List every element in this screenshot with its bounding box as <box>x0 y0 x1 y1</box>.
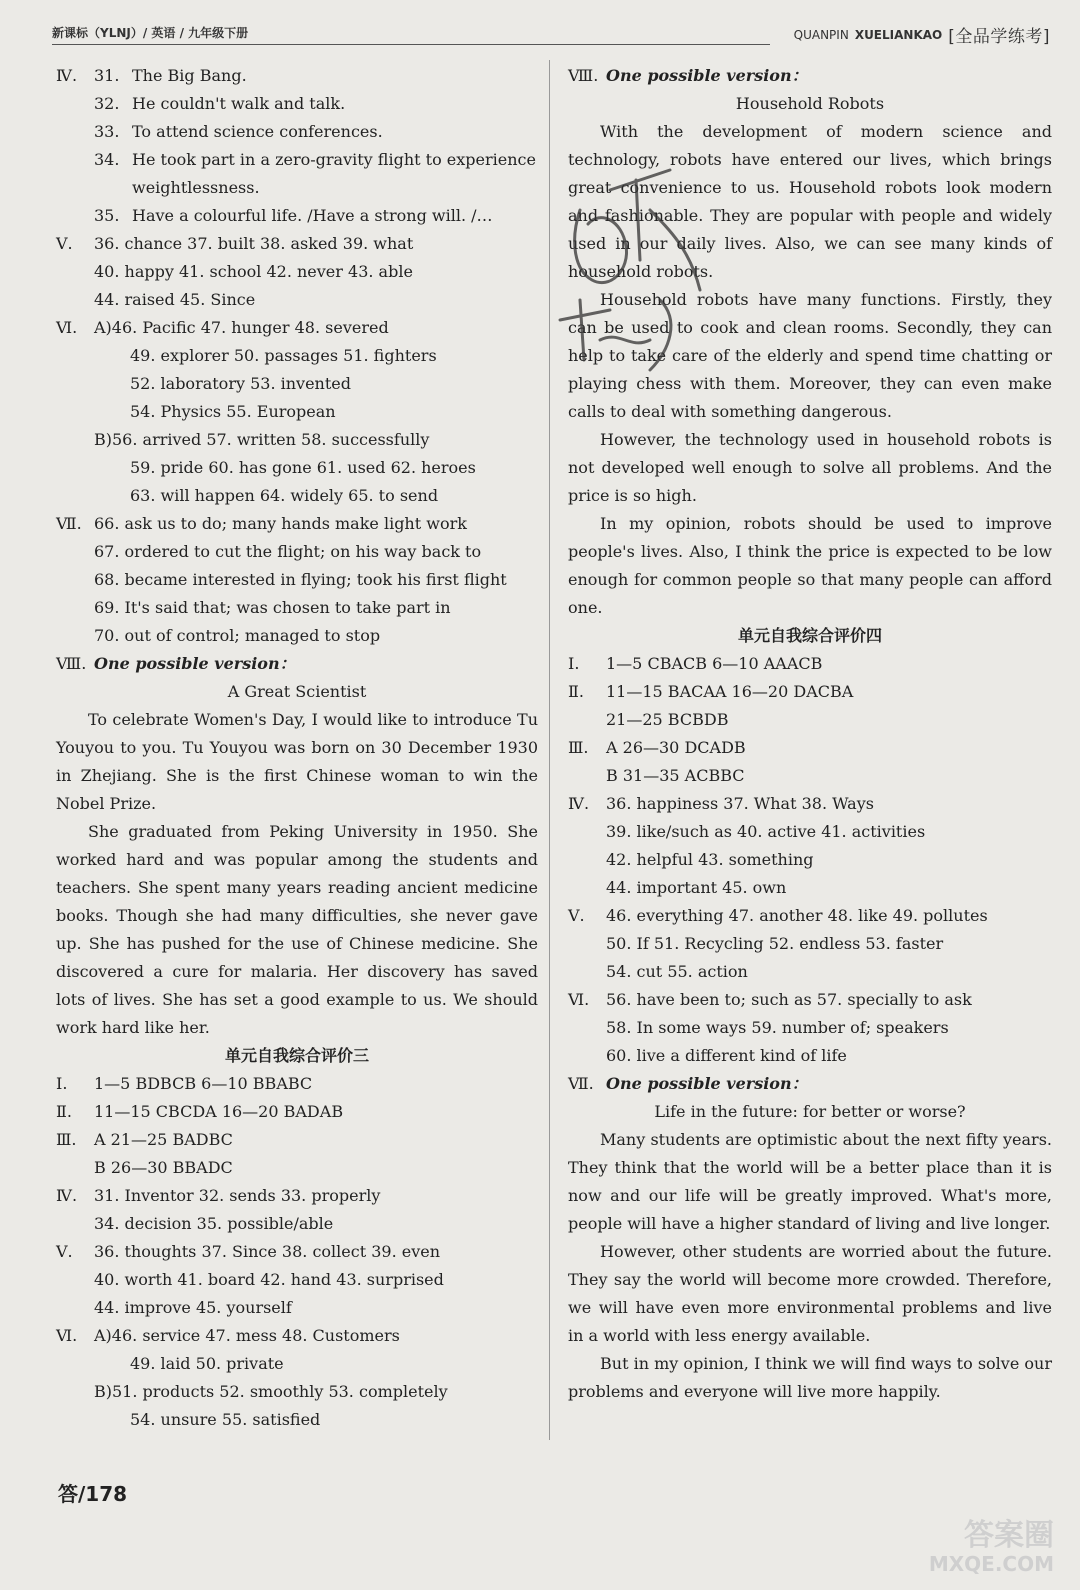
answer-line: A)46. service 47. mess 48. Customers <box>94 1326 400 1345</box>
page-number: 答/178 <box>58 1482 128 1506</box>
answer-line: 39. like/such as 40. active 41. activities <box>606 822 926 841</box>
answer-line: B)51. products 52. smoothly 53. completely <box>94 1382 448 1401</box>
section-key: Ⅴ. <box>56 234 73 253</box>
section-key: Ⅶ. <box>568 1074 594 1093</box>
answer-line: 63. will happen 64. widely 65. to send <box>130 486 439 505</box>
answer-line: 60. live a different kind of life <box>606 1046 847 1065</box>
watermark-line1: 答案圈 <box>964 1518 1054 1553</box>
unit3-title: 单元自我综合评价三 <box>224 1046 369 1065</box>
essay-paragraph: To celebrate Women's Day, I would like to introduce Tu Youyou to you. Tu Youyou was born on 30 December 1930 in Zhejiang. She is the first Chinese woman to win the Nobel Prize. <box>56 710 538 813</box>
section-key: Ⅷ. <box>56 654 87 673</box>
answer-line: weightlessness. <box>132 178 260 197</box>
answer-line: 46. everything 47. another 48. like 49. pollutes <box>606 906 988 925</box>
answer-line: 42. helpful 43. something <box>606 850 814 869</box>
version-label: One possible version： <box>606 66 808 85</box>
site-watermark <box>928 1518 1054 1578</box>
essay-paragraph: Many students are optimistic about the next fifty years. They think that the world will be a better place than it is now and our life will be greatly improved. What's more, people will have a higher standard of living and live longer. <box>568 1130 1052 1233</box>
essay-paragraph: She graduated from Peking University in 1950. She worked hard and was popular among the students and teachers. She spent many years reading ancient medicine books. Though she had many difficulties, she never gave up. She has pushed for the use of Chinese medicine. She discovered a cure for malaria. Her discovery has saved lots of lives. She has set a good example to us. We should work hard like her. <box>56 822 538 1037</box>
answer-line: 59. pride 60. has gone 61. used 62. heroes <box>130 458 476 477</box>
answer-line: 50. If 51. Recycling 52. endless 53. faster <box>606 934 944 953</box>
essay-paragraph: Household robots have many functions. Firstly, they can be used to cook and clean rooms. Secondly, they can help to take care of the elderly and spend time chatting or playing chess with them. Moreover, they can even make calls to deal with something dangerous. <box>568 290 1052 421</box>
answer-line: He took part in a zero-gravity flight to experience <box>132 150 536 169</box>
answer-line: 44. raised 45. Since <box>94 290 256 309</box>
answer-line: B 31—35 ACBBC <box>606 766 745 785</box>
answer-line: 68. became interested in flying; took his first flight <box>94 570 507 589</box>
answer-line: 31. Inventor 32. sends 33. properly <box>94 1186 381 1205</box>
answer-line: 67. ordered to cut the flight; on his way back to <box>94 542 482 561</box>
answer-line: 1—5 BDBCB 6—10 BBABC <box>94 1074 313 1093</box>
answer-line: 58. In some ways 59. number of; speakers <box>606 1018 949 1037</box>
essay-title: A Great Scientist <box>227 682 367 701</box>
header-small-2: XUELIANKAO <box>854 27 943 42</box>
answer-line: 49. explorer 50. passages 51. fighters <box>130 346 437 365</box>
answer-line: B)56. arrived 57. written 58. successfully <box>94 430 430 449</box>
essay-paragraph: In my opinion, robots should be used to improve people's lives. Also, I think the price is expected to be low enough for common people so that many people can afford one. <box>568 514 1052 617</box>
essay-paragraph: But in my opinion, I think we will find ways to solve our problems and everyone will live more happily. <box>568 1354 1052 1401</box>
answer-line: He couldn't walk and talk. <box>132 94 346 113</box>
answer-line: 34. decision 35. possible/able <box>94 1214 334 1233</box>
essay-paragraph: However, other students are worried about the future. They say the world will become more crowded. Therefore, we will have even more environmental problems and live in a world with less energy available. <box>568 1242 1052 1345</box>
section-key: Ⅷ. <box>568 66 599 85</box>
answer-line: 52. laboratory 53. invented <box>130 374 351 393</box>
answer-line: 36. thoughts 37. Since 38. collect 39. even <box>94 1242 441 1261</box>
answer-line: A 21—25 BADBC <box>94 1130 233 1149</box>
right-column: Ⅷ. One possible version： Household Robots With the development of modern science and technology, robots have entered our lives, which brings great convenience to us. Household robots look modern and fashionable. They are popular with people and widely used in our daily lives. Also, we can see many kinds of household robots. Household robots have many functions. Firstly, they can be used to cook and clean rooms. Secondly, they can help to take care of the elderly and spend time chatting or playing chess with them. Moreover, they can even make calls to deal with something dangerous. However, the technology used in household robots is not developed well enough to solve all problems. And the price is so high. In my opinion, robots should be used to improve people's lives. Also, I think the price is expected to be low enough for common people so that many people can afford one. 单元自我综合评价四 Ⅰ. 1—5 CBACB 6—10 AAACB Ⅱ. 11—15 BACAA 16—20 DACBA 21—25 BCBDB Ⅲ. A 26—30 DCADB B 31—35 ACBBC Ⅳ. 36. happiness 37. What 38. Ways 39. like/such as 40. active 41. activities 42. helpful 43. something 44. important 45. own Ⅴ. 46. everything 47. another 48. like 49. pollutes 50. If 51. Recycling 52. endless 53. faster 54. cut 55. action Ⅵ. 56. have been to; such as 57. specially to ask 58. In some ways 59. number of; speakers 60. live a different kind of life Ⅶ. One possible version： Life in the future: for better or worse? Many students are optimistic about the next fifty years. They think that the world will be a better place than it is now and our life will be greatly improved. What's more, people will have a higher standard of living and live longer. However, other students are worried about the future. They say the world will become more crowded. Therefore, we will have even more environmental problems and live in a world with less energy available. But in my opinion, I think we will find ways to solve our problems and everyone will live more happily. <box>568 62 1052 1406</box>
section-key: Ⅳ. <box>56 66 78 85</box>
header-right <box>794 22 1050 47</box>
answer-line: 11—15 CBCDA 16—20 BADAB <box>94 1102 344 1121</box>
answer-line: 44. important 45. own <box>606 878 787 897</box>
answer-line: 54. unsure 55. satisfied <box>130 1410 321 1429</box>
essay-paragraph: However, the technology used in household robots is not developed well enough to solve all problems. And the price is so high. <box>568 430 1052 505</box>
answer-line: 36. chance 37. built 38. asked 39. what <box>94 234 414 253</box>
unit4-title: 单元自我综合评价四 <box>737 626 882 645</box>
watermark-line2: MXQE.COM <box>928 1552 1054 1576</box>
header-left: 新课标（YLNJ）/ 英语 / 九年级下册 <box>52 26 249 40</box>
answer-line: 49. laid 50. private <box>130 1354 284 1373</box>
version-label: One possible version： <box>606 1074 808 1093</box>
answer-line: 54. Physics 55. European <box>130 402 336 421</box>
answer-line: B 26—30 BBADC <box>94 1158 233 1177</box>
answer-line: 40. worth 41. board 42. hand 43. surprised <box>94 1270 444 1289</box>
answer-line: A)46. Pacific 47. hunger 48. severed <box>94 318 389 337</box>
header-small-1: QUANPIN <box>793 27 849 42</box>
answer-line: 36. happiness 37. What 38. Ways <box>606 794 874 813</box>
answer-line: 54. cut 55. action <box>606 962 748 981</box>
header-rule <box>52 44 770 45</box>
left-column: Ⅳ. 31. The Big Bang. 32. He couldn't walk and talk. 33. To attend science conferences. 34. He took part in a zero-gravity flight to experience weightlessness. 35. Have a colourful life. /Have a strong will. /… Ⅴ. 36. chance 37. built 38. asked 39. what 40. happy 41. school 42. never 43. able 44. raised 45. Since Ⅵ. A)46. Pacific 47. hunger 48. severed 49. explorer 50. passages 51. fighters 52. laboratory 53. invented 54. Physics 55. European B)56. arrived 57. written 58. successfully 59. pride 60. has gone 61. used 62. heroes 63. will happen 64. widely 65. to send Ⅶ. 66. ask us to do; many hands make light work 67. ordered to cut the flight; on his way back to 68. became interested in flying; took his first flight 69. It's said that; was chosen to take part in 70. out of control; managed to stop Ⅷ. One possible version： A Great Scientist To celebrate Women's Day, I would like to introduce Tu Youyou to you. Tu Youyou was born on 30 December 1930 in Zhejiang. She is the first Chinese woman to win the Nobel Prize. She graduated from Peking University in 1950. She worked hard and was popular among the students and teachers. She spent many years reading ancient medicine books. Though she had many difficulties, she never gave up. She has pushed for the use of Chinese medicine. She discovered a cure for malaria. Her discovery has saved lots of lives. She has set a good example to us. We should work hard like her. 单元自我综合评价三 Ⅰ. 1—5 BDBCB 6—10 BBABC Ⅱ. 11—15 CBCDA 16—20 BADAB Ⅲ. A 21—25 BADBC B 26—30 BBADC Ⅳ. 31. Inventor 32. sends 33. properly 34. decision 35. possible/able Ⅴ. 36. thoughts 37. Since 38. collect 39. even 40. worth 41. board 42. hand 43. surprised 44. improve 45. yourself Ⅵ. A)46. service 47. mess 48. Customers 49. laid 50. private B)51. products 52. smoothly 53. completely 54. unsure 55. satisfied <box>56 62 538 1434</box>
answer-line: 21—25 BCBDB <box>606 710 729 729</box>
answer-line: 70. out of control; managed to stop <box>94 626 381 645</box>
answer-line: 56. have been to; such as 57. specially to ask <box>606 990 972 1009</box>
answer-line: 11—15 BACAA 16—20 DACBA <box>606 682 854 701</box>
answer-line: 69. It's said that; was chosen to take part in <box>94 598 451 617</box>
essay-paragraph: With the development of modern science and technology, robots have entered our lives, which brings great convenience to us. Household robots look modern and fashionable. They are popular with people and widely used in our daily lives. Also, we can see many kinds of household robots. <box>568 122 1052 281</box>
column-divider <box>549 60 550 1440</box>
answer-line: Have a colourful life. /Have a strong will. /… <box>132 206 493 225</box>
answer-line: 1—5 CBACB 6—10 AAACB <box>606 654 823 673</box>
answer-line: 66. ask us to do; many hands make light work <box>94 514 467 533</box>
answer-line: 40. happy 41. school 42. never 43. able <box>94 262 413 281</box>
header-brand: [全品学练考] <box>948 27 1050 47</box>
answer-line: To attend science conferences. <box>132 122 383 141</box>
section-key: Ⅶ. <box>56 514 82 533</box>
answer-line: 44. improve 45. yourself <box>94 1298 292 1317</box>
section-key: Ⅵ. <box>56 318 78 337</box>
answer-line: The Big Bang. <box>132 66 247 85</box>
version-label: One possible version： <box>94 654 296 673</box>
answer-line: A 26—30 DCADB <box>606 738 746 757</box>
essay-title: Life in the future: for better or worse? <box>654 1102 966 1121</box>
essay-title: Household Robots <box>735 94 885 113</box>
